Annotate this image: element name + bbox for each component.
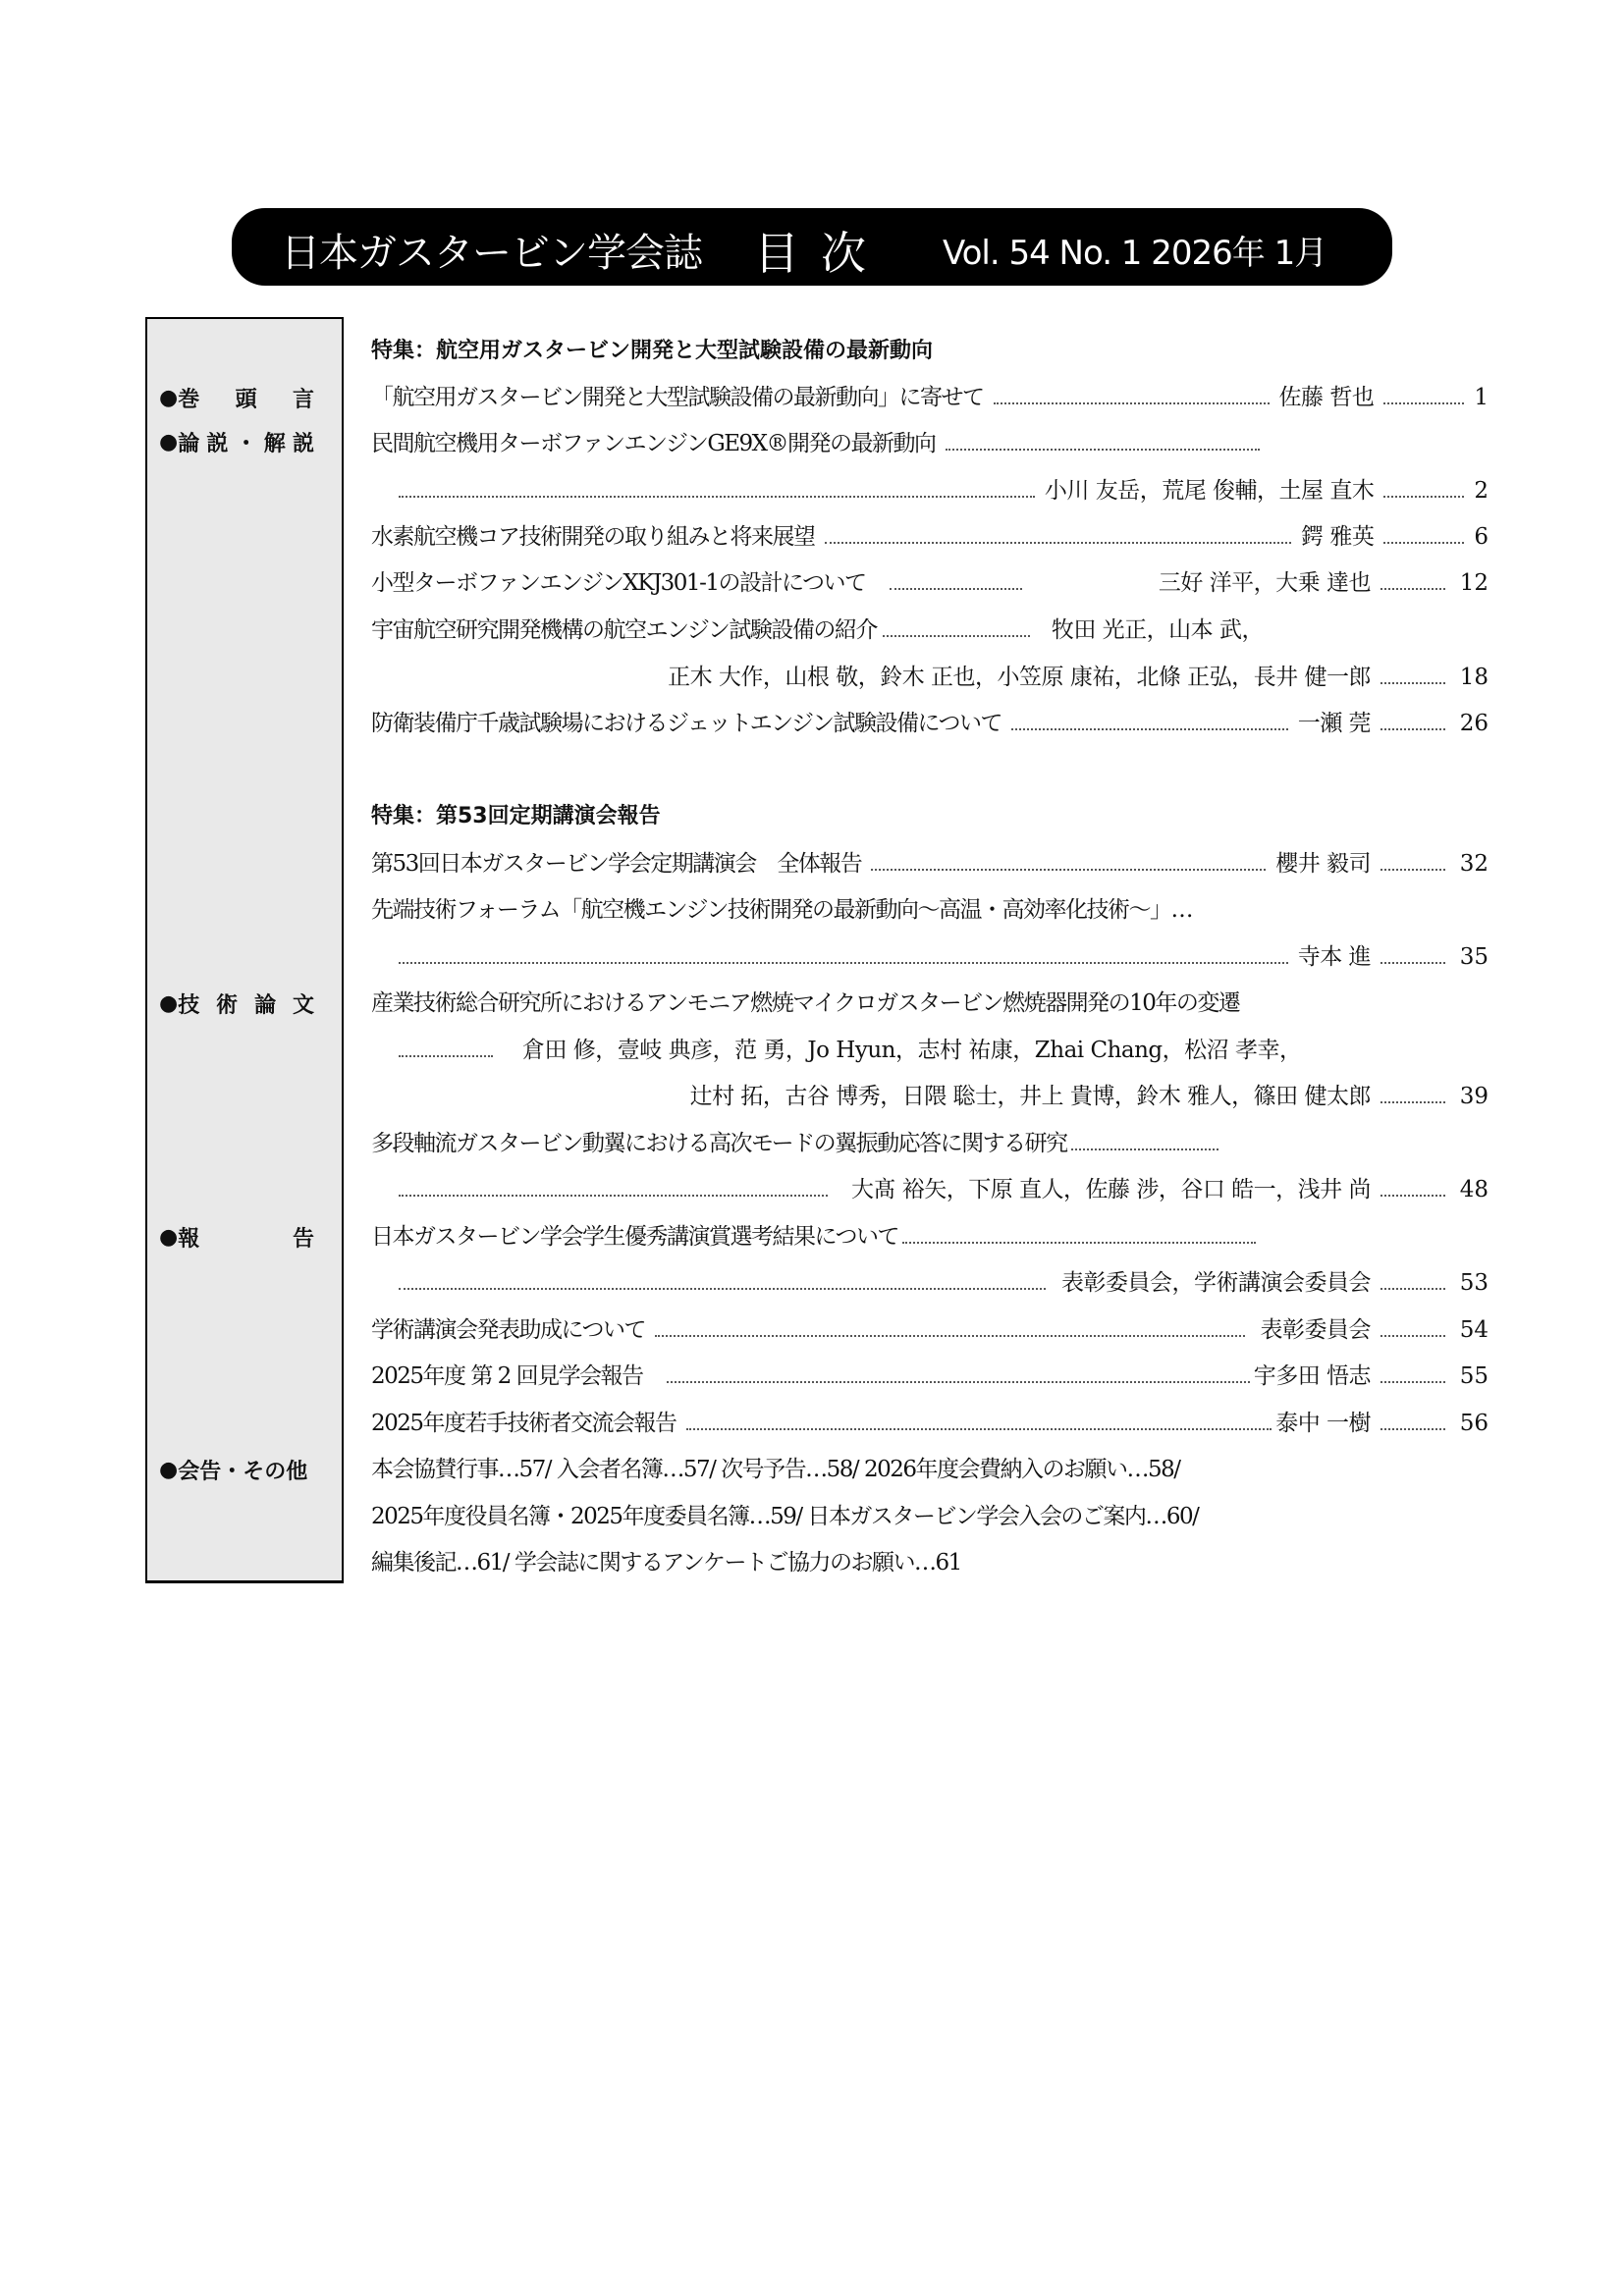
- category-label: 会告・その他: [178, 1459, 308, 1484]
- entry-authors: 三好 洋平，大乗 達也: [1158, 570, 1371, 596]
- category-sidebar: [145, 317, 344, 1583]
- toc-label: 目次: [754, 227, 888, 280]
- toc-entry-continuation: [371, 661, 1489, 694]
- toc-entry[interactable]: [371, 893, 1489, 927]
- dot-leader: [399, 1195, 828, 1197]
- dot-leader: [1380, 682, 1445, 684]
- dot-leader: [1380, 869, 1445, 871]
- notice-line: [371, 1500, 1489, 1533]
- dot-leader: [1071, 1148, 1218, 1150]
- entry-page: 32: [1459, 851, 1489, 877]
- entry-authors: 牧田 光正，山本 武，: [1051, 617, 1264, 643]
- dot-leader: [1380, 1195, 1445, 1197]
- entry-authors: 倉田 修，壹岐 典彦，范 勇，Jo Hyun，志村 祐康，Zhai Chang，松沼 孝幸，: [522, 1038, 1302, 1063]
- entry-title: 宇宙航空研究開発機構の航空エンジン試験設備の紹介: [371, 617, 877, 643]
- entry-page: 39: [1459, 1084, 1489, 1109]
- toc-entry-continuation: [371, 1266, 1489, 1300]
- dot-leader: [399, 496, 1035, 498]
- toc-entry-continuation: [371, 1173, 1489, 1206]
- category-foreword: [159, 383, 314, 412]
- entry-authors: 正木 大作，山根 敬，鈴木 正也，小笠原 康祐，北條 正弘，長井 健一郎: [668, 665, 1371, 690]
- entry-authors: 表彰委員会，学術講演会委員会: [1061, 1270, 1371, 1296]
- entry-page: 35: [1459, 944, 1489, 970]
- entry-authors: 大髙 裕矢，下原 直人，佐藤 涉，谷口 皓一，浅井 尚: [850, 1177, 1371, 1202]
- entry-page: 56: [1459, 1411, 1489, 1436]
- section-heading-text: 特集：第53回定期講演会報告: [371, 804, 661, 828]
- volume-issue: Vol. 54 No. 1 2026年 1月: [943, 234, 1327, 273]
- entry-title: 多段軸流ガスタービン動翼における高次モードの翼振動応答に関する研究: [371, 1131, 1067, 1156]
- category-review: [159, 427, 314, 456]
- notice-text: 2025年度役員名簿・2025年度委員名簿…59/ 日本ガスタービン学会入会のご案内…60/: [371, 1504, 1199, 1529]
- entry-title: 先端技術フォーラム「航空機エンジン技術開発の最新動向～高温・高効率化技術～」…: [371, 897, 1192, 923]
- toc-entry[interactable]: [371, 566, 1489, 600]
- dot-leader: [1380, 588, 1445, 590]
- category-label: 巻 頭 言: [178, 387, 314, 412]
- entry-page: 48: [1459, 1177, 1489, 1202]
- bullet-icon: ●: [159, 990, 179, 1016]
- toc-entry[interactable]: [371, 1407, 1489, 1440]
- dot-leader: [871, 869, 1266, 871]
- entry-authors: 櫻井 毅司: [1275, 851, 1371, 877]
- toc-entry[interactable]: [371, 987, 1489, 1020]
- dot-leader: [399, 1288, 1046, 1290]
- entry-authors: 辻村 拓，古谷 博秀，日隈 聡士，井上 貴博，鈴木 雅人，篠田 健太郎: [689, 1084, 1371, 1109]
- toc-header-bar: [232, 208, 1392, 286]
- category-report: [159, 1222, 314, 1252]
- entry-page: 6: [1474, 524, 1489, 550]
- toc-entry[interactable]: [371, 381, 1489, 414]
- category-technical-paper: [159, 988, 314, 1018]
- entry-authors: 一瀬 莞: [1297, 711, 1371, 736]
- dot-leader: [1380, 728, 1445, 730]
- entry-authors: 泰中 一樹: [1275, 1411, 1371, 1436]
- section-heading: [371, 800, 1489, 833]
- notice-line: [371, 1453, 1489, 1486]
- dot-leader: [1380, 1428, 1445, 1430]
- notice-line: [371, 1546, 1489, 1579]
- dot-leader: [655, 1335, 1244, 1337]
- journal-title: 日本ガスタービン学会誌: [281, 231, 702, 276]
- toc-entry[interactable]: [371, 847, 1489, 881]
- dot-leader: [686, 1428, 1272, 1430]
- toc-entry[interactable]: [371, 427, 1489, 460]
- entry-title: 第53回日本ガスタービン学会定期講演会 全体報告: [371, 851, 862, 877]
- dot-leader: [994, 402, 1270, 404]
- toc-entry[interactable]: [371, 520, 1489, 554]
- bullet-icon: ●: [159, 1457, 179, 1482]
- dot-leader: [883, 635, 1030, 637]
- dot-leader: [946, 449, 1260, 451]
- entry-page: 1: [1474, 385, 1489, 410]
- notice-text: 編集後記…61/ 学会誌に関するアンケートご協力のお願い…61: [371, 1550, 961, 1575]
- dot-leader: [1380, 962, 1445, 964]
- entry-page: 12: [1459, 570, 1489, 596]
- dot-leader: [890, 588, 1022, 590]
- category-notices: [159, 1455, 314, 1484]
- entry-title: 日本ガスタービン学会学生優秀講演賞選考結果について: [371, 1224, 899, 1250]
- bullet-icon: ●: [159, 1224, 179, 1250]
- entry-title: 小型ターボファンエンジンXKJ301-1の設計について: [371, 570, 866, 596]
- entry-page: 54: [1459, 1317, 1489, 1343]
- dot-leader: [399, 1055, 493, 1057]
- dot-leader: [1011, 728, 1288, 730]
- toc-entry[interactable]: [371, 1220, 1489, 1254]
- entry-authors: 小川 友岳，荒尾 俊輔，土屋 直木: [1044, 478, 1375, 504]
- entry-title: 民間航空機用ターボファンエンジンGE9X®開発の最新動向: [371, 431, 936, 456]
- dot-leader: [1383, 402, 1464, 404]
- entry-authors: 佐藤 哲也: [1278, 385, 1375, 410]
- toc-entry[interactable]: [371, 707, 1489, 740]
- entry-authors: 宇多田 悟志: [1253, 1363, 1371, 1389]
- entry-page: 55: [1459, 1363, 1489, 1389]
- toc-entry-continuation: [371, 940, 1489, 974]
- entry-title: 2025年度 第 2 回見学会報告: [371, 1363, 643, 1389]
- toc-entry-continuation: [371, 1034, 1489, 1067]
- section-heading-text: 特集：航空用ガスタービン開発と大型試験設備の最新動向: [371, 339, 934, 363]
- dot-leader: [1383, 542, 1464, 544]
- dot-leader: [1380, 1288, 1445, 1290]
- dot-leader: [667, 1381, 1250, 1383]
- entry-authors: 寺本 進: [1297, 944, 1371, 970]
- entry-title: 防衛装備庁千歳試験場におけるジェットエンジン試験設備について: [371, 711, 1002, 736]
- dot-leader: [1380, 1335, 1445, 1337]
- entry-title: 産業技術総合研究所におけるアンモニア燃焼マイクロガスタービン燃焼器開発の10年の変遷: [371, 990, 1240, 1016]
- dot-leader: [1380, 1381, 1445, 1383]
- entry-title: 2025年度若手技術者交流会報告: [371, 1411, 677, 1436]
- bullet-icon: ●: [159, 385, 179, 410]
- category-label: 技 術 論 文: [178, 992, 314, 1018]
- toc-entry[interactable]: [371, 1313, 1489, 1347]
- dot-leader: [1380, 1101, 1445, 1103]
- toc-entry[interactable]: [371, 614, 1489, 647]
- entry-title: 水素航空機コア技術開発の取り組みと将来展望: [371, 524, 815, 550]
- toc-entry[interactable]: [371, 1127, 1489, 1160]
- dot-leader: [1383, 496, 1464, 498]
- bullet-icon: ●: [159, 429, 179, 454]
- entry-page: 2: [1474, 478, 1489, 504]
- dot-leader: [399, 962, 1288, 964]
- entry-authors: 表彰委員会: [1260, 1317, 1371, 1343]
- dot-leader: [825, 542, 1292, 544]
- toc-entry-continuation: [371, 474, 1489, 507]
- entry-title: 「航空用ガスタービン開発と大型試験設備の最新動向」に寄せて: [371, 385, 984, 410]
- dot-leader: [902, 1242, 1256, 1244]
- notice-text: 本会協賛行事…57/ 入会者名簿…57/ 次号予告…58/ 2026年度会費納入のお願い…58/: [371, 1457, 1180, 1482]
- entry-title: 学術講演会発表助成について: [371, 1317, 646, 1343]
- category-label: 報 告: [178, 1226, 314, 1252]
- section-heading: [371, 335, 1489, 368]
- category-label: 論説・解説: [178, 431, 314, 456]
- entry-page: 26: [1459, 711, 1489, 736]
- entry-authors: 鍔 雅英: [1301, 524, 1375, 550]
- entry-page: 18: [1459, 665, 1489, 690]
- toc-entry[interactable]: [371, 1360, 1489, 1393]
- toc-entry-continuation: [371, 1080, 1489, 1113]
- entry-page: 53: [1459, 1270, 1489, 1296]
